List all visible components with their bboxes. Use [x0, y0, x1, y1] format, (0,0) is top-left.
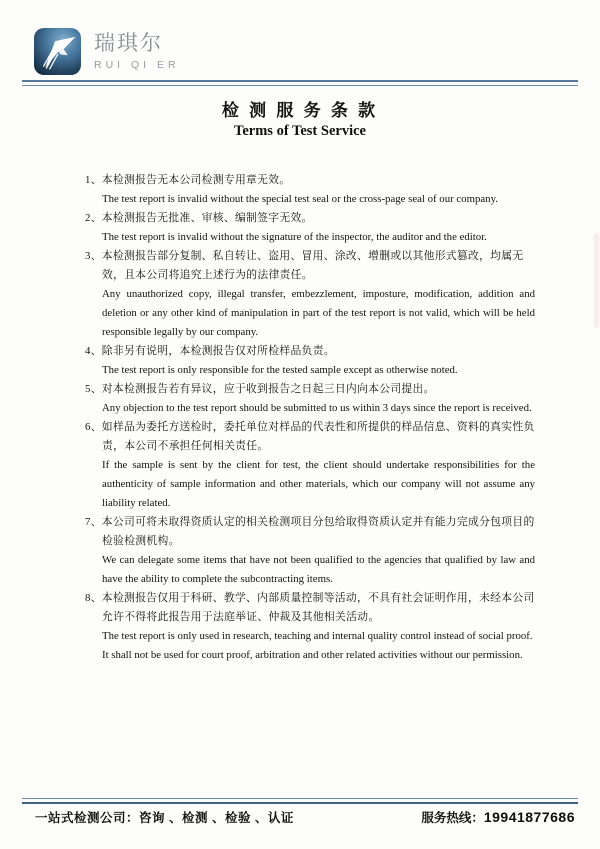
footer-rule	[22, 798, 578, 804]
page-title-cn: 检 测 服 务 条 款	[221, 101, 379, 120]
term-text-cn-body: 如样品为委托方送检时，委托单位对样品的代表性和所提供的样品信息、资料的真实性负责，本公司不承担任何相关责任。	[101, 421, 535, 452]
term-text-cn	[85, 209, 535, 228]
footer-hotline	[421, 808, 575, 826]
term-text-en: The test report is only responsible for the tested sample except as otherwise noted.	[102, 364, 458, 376]
term-text-en: We can delegate some items that have not been qualified to the agencies that qualified by law and have the ability to complete the subcontracting items.	[102, 554, 535, 585]
hotline-label: 服务热线：	[421, 811, 484, 825]
term-item	[85, 513, 535, 589]
term-text-cn	[85, 342, 535, 361]
term-number: 7、	[85, 516, 102, 528]
term-number: 6、	[85, 421, 102, 433]
term-text-cn	[85, 418, 535, 456]
term-item	[85, 418, 535, 513]
term-text-cn-body: 除非另有说明，本检测报告仅对所检样品负责。	[101, 345, 335, 357]
logo-icon	[34, 28, 81, 75]
company-logo	[34, 28, 180, 75]
logo-name-en: RUI QI ER	[94, 59, 180, 71]
term-text-cn	[85, 380, 535, 399]
term-number: 3、	[85, 250, 102, 262]
logo-text	[94, 32, 180, 71]
term-text-en: The test report is invalid without the signature of the inspector, the auditor and the editor.	[102, 231, 487, 243]
term-text-en: It shall not be used for court proof, arbitration and other related activities without our permission.	[102, 649, 523, 661]
term-item	[85, 342, 535, 380]
term-text-cn-body: 本检测报告仅用于科研、教学、内部质量控制等活动，不具有社会证明作用，未经本公司允许不得将此报告用于法庭举证、仲裁及其他相关活动。	[101, 592, 535, 623]
term-item	[85, 247, 535, 342]
term-text-en: Any unauthorized copy, illegal transfer, embezzlement, imposture, modification, addition and deletion or any other kind of manipulation in part of the test report is not valid, which will be held responsible legally by our company.	[102, 288, 535, 338]
term-text-cn	[85, 171, 535, 190]
term-text-cn	[85, 589, 535, 627]
footer	[35, 808, 575, 826]
term-item	[85, 589, 535, 665]
term-text-cn-body: 本公司可将未取得资质认定的相关检测项目分包给取得资质认定并有能力完成分包项目的检验检测机构。	[101, 516, 535, 547]
scan-artifact	[594, 233, 599, 328]
term-text-cn-body: 本检测报告无本公司检测专用章无效。	[101, 174, 291, 186]
term-item	[85, 209, 535, 247]
term-text-en: The test report is only used in research, teaching and internal quality control instead of social proof.	[102, 630, 533, 642]
header-rule	[22, 80, 578, 86]
term-text-en: Any objection to the test report should be submitted to us within 3 days since the report is received.	[102, 402, 532, 414]
term-text-en: The test report is invalid without the special test seal or the cross-page seal of our company.	[102, 193, 498, 205]
term-item	[85, 171, 535, 209]
term-number: 1、	[85, 174, 102, 186]
term-text-cn	[85, 513, 535, 551]
hotline-number: 19941877686	[483, 809, 575, 825]
term-number: 2、	[85, 212, 102, 224]
term-number: 5、	[85, 383, 102, 395]
term-number: 8、	[85, 592, 102, 604]
term-item	[85, 380, 535, 418]
term-text-cn-body: 本检测报告无批准、审核、编制签字无效。	[101, 212, 313, 224]
term-number: 4、	[85, 345, 102, 357]
terms-list	[85, 171, 535, 665]
footer-services: 一站式检测公司：咨询 、检测 、检验 、认证	[35, 811, 294, 825]
logo-name-cn: 瑞琪尔	[94, 32, 163, 55]
term-text-cn-body: 对本检测报告若有异议，应于收到报告之日起三日内向本公司提出。	[101, 383, 435, 395]
term-text-en: If the sample is sent by the client for test, the client should undertake responsibilities for the authenticity of sample information and other materials, which our company will not assume any liability related.	[102, 459, 535, 509]
term-text-cn	[85, 247, 535, 285]
term-text-cn-body: 本检测报告部分复制、私自转让、盗用、冒用、涂改、增删或以其他形式篡改，均属无效，且本公司将追究上述行为的法律责任。	[101, 250, 524, 281]
page-title-en: Terms of Test Service	[234, 123, 366, 139]
